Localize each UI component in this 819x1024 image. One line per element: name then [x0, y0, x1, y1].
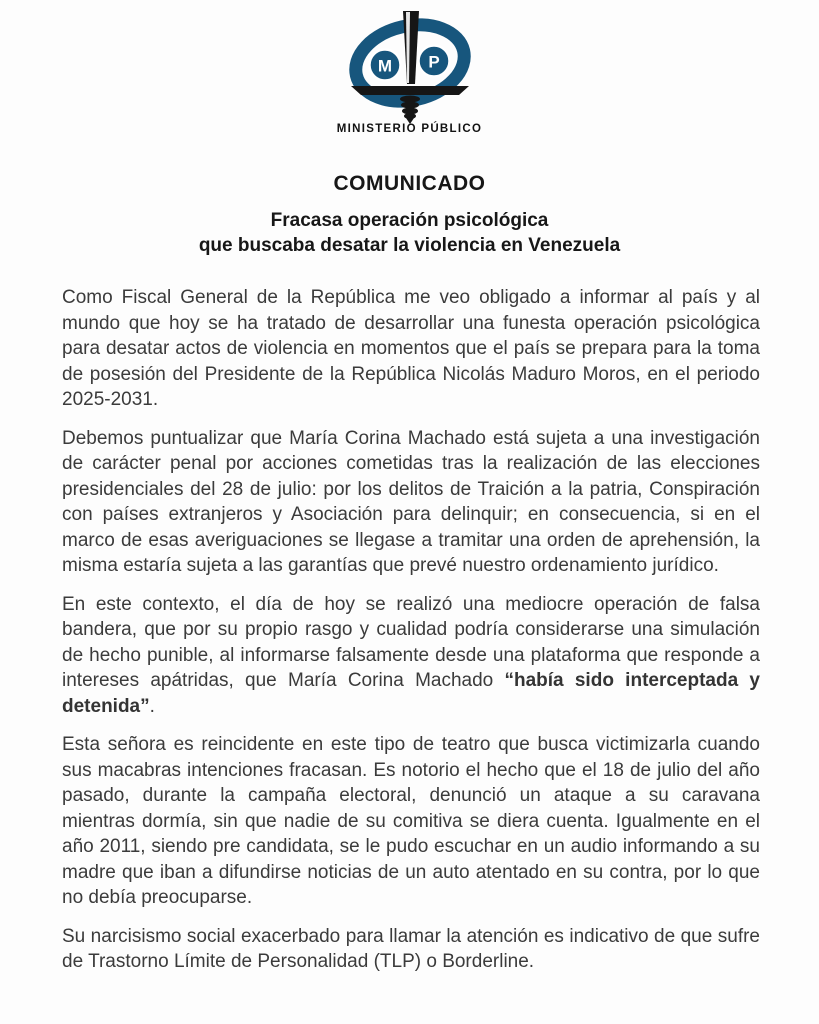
paragraph-segment: .	[149, 695, 155, 717]
logo-monogram-m: M	[377, 56, 392, 76]
communique-title: COMUNICADO	[333, 172, 486, 195]
paragraph	[62, 924, 760, 975]
paragraph	[62, 732, 760, 911]
sword-blade-icon	[403, 11, 419, 84]
communique-subtitle-line1: Fracasa operación psicológica	[270, 210, 549, 231]
paragraph	[62, 426, 760, 579]
paragraph-segment: Esta señora es reincidente en este tipo de teatro que busca victimizarla cuando sus macabras intenciones fracasan. Es notorio el hecho que el 18 de julio del año pasado, durante la campaña electoral, denunció un ataque a su caravana mientras dormía, sin que nadie de su comitiva se diera cuenta. Igualmente en el año 2011, siendo pre candidata, se le pudo escuchar en un audio informando a su madre que iban a difundirse noticias de un auto atentado en su contra, por lo que no debía preocuparse.	[62, 734, 760, 908]
paragraph-segment: Como Fiscal General de la República me veo obligado a informar al país y al mundo que hoy se ha tratado de desarrollar una funesta operación psicológica para desatar actos de violencia en momentos que el país se prepara para la toma de posesión del Presidente de la República Nicolás Maduro Moros, en el periodo 2025-2031.	[62, 287, 760, 410]
ministerio-publico-logo	[0, 0, 819, 135]
sword-grip-coil	[400, 96, 420, 103]
communique-subtitle	[0, 208, 819, 258]
mp-sword-emblem-icon	[335, 11, 485, 124]
sword-grip-coil	[401, 102, 419, 109]
paragraph-segment: Su narcisismo social exacerbado para llamar la atención es indicativo de que sufre de Trastorno Límite de Personalidad (TLP) o Borderline.	[62, 925, 760, 972]
paragraph-segment: En este contexto, el día de hoy se realizó una mediocre operación de falsa bandera, que por su propio rasgo y cualidad podría considerarse una simulación de hecho punible, al informarse falsamente desde una plataforma que responde a intereses apátridas, que María Corina Machado	[62, 593, 760, 691]
body-paragraphs	[62, 285, 760, 975]
communique-subtitle-line2: que buscaba desatar la violencia en Venezuela	[198, 235, 621, 256]
logo-caption: MINISTERIO PÚBLICO	[336, 123, 483, 135]
logo-monogram-p: P	[427, 52, 440, 72]
paragraph-segment: Debemos puntualizar que María Corina Machado está sujeta a una investigación de carácter penal por acciones cometidas tras la realización de las elecciones presidenciales del 28 de julio: por los delitos de Traición a la patria, Conspiración con países extranjeros y Asociación para delinquir; en consecuencia, si en el marco de esas averiguaciones se llegase a tramitar una orden de aprehensión, la misma estaría sujeta a las garantías que prevé nuestro ordenamiento jurídico.	[62, 427, 760, 576]
sword-crossguard-icon	[351, 86, 469, 95]
paragraph	[62, 285, 760, 413]
paragraph	[62, 592, 760, 720]
paragraph-bold-segment: “había sido interceptada y detenida”	[62, 670, 760, 717]
